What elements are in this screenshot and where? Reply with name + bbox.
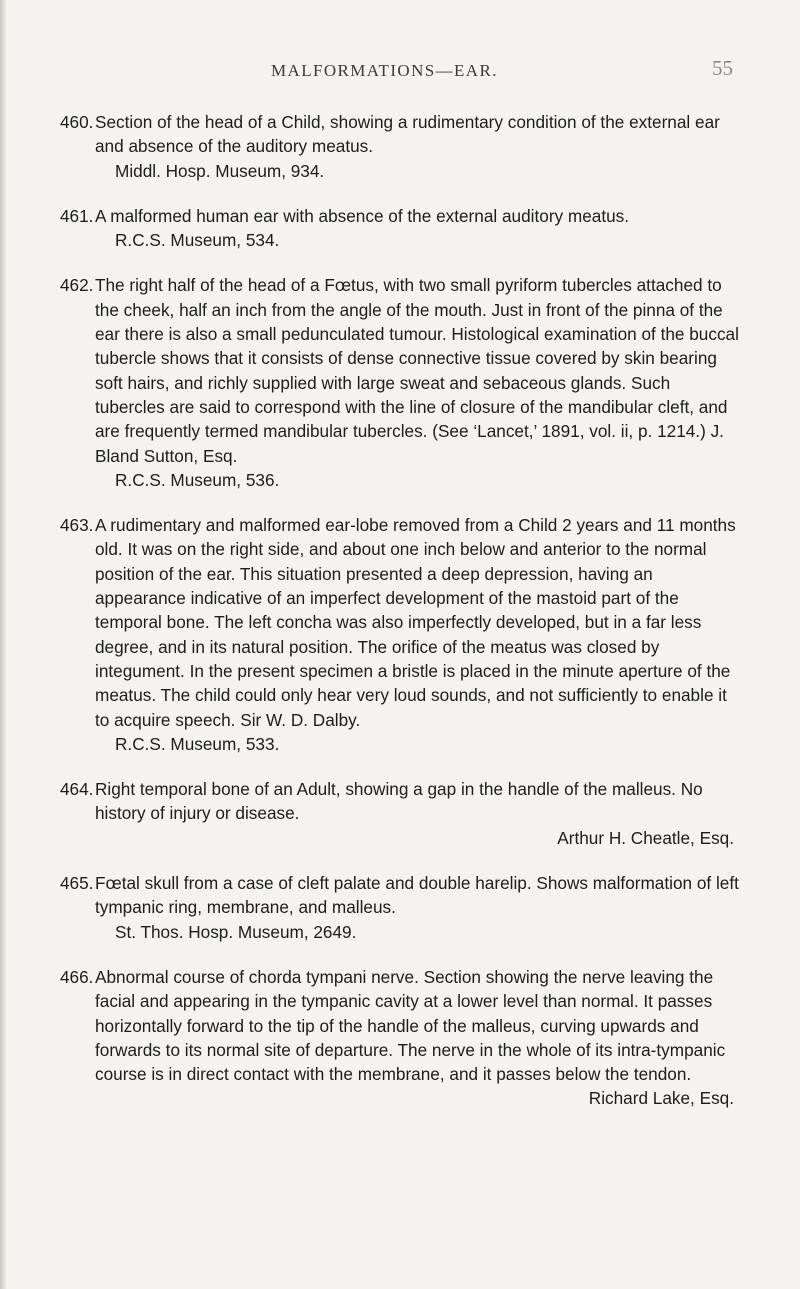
entry-description: Section of the head of a Child, showing a rudimentary condition of the external ear and absence of the auditory meatus. — [95, 112, 720, 157]
entry-number: 461. — [60, 205, 94, 226]
page-number: 55 — [712, 56, 733, 80]
catalogue-entries — [60, 110, 740, 1132]
entry-number: 460. — [60, 112, 94, 132]
running-title: MALFORMATIONS—EAR. — [271, 61, 498, 80]
catalogue-entry-461 — [60, 204, 740, 253]
entry-description: A rudimentary and malformed ear-lobe removed from a Child 2 years and 11 months old. It was on the right side, and about one inch below and anterior to the normal position of the ear. This situation presented a deep depression, having an appearance indicative of an imperfect development of the mastoid part of the temporal bone. The left concha was also imperfectly developed, but in a far less degree, and in its natural position. The orifice of the meatus was closed by integument. In the present specimen a bristle is placed in the minute aperture of the meatus. The child could only hear very loud sounds, and not sufficiently to enable it to acquire speech. Sir W. D. Dalby. — [95, 515, 736, 730]
entry-museum: R.C.S. Museum, 533. — [115, 733, 280, 754]
entry-number: 466. — [60, 966, 94, 987]
entry-description: The right half of the head of a Fœtus, with two small pyriform tubercles attached to the cheek, half an inch from the angle of the mouth. Just in front of the pinna of the ear there is also a small pedunculated tumour. Histological examination of the buccal tubercle shows that it consists of dense connective tissue covered by skin bearing soft hairs, and richly supplied with large sweat and sebaceous glands. Such tubercles are said to correspond with the line of closure of the mandibular cleft, and are frequently termed mandibular tubercles. (See ‘Lancet,’ 1891, vol. ii, p. 1214.) J. Bland Sutton, Esq. — [95, 275, 739, 466]
entry-description: Fœtal skull from a case of cleft palate and double harelip. Shows malformation of left tympanic ring, membrane, and malleus. — [95, 873, 739, 918]
entry-museum: R.C.S. Museum, 534. — [115, 230, 280, 251]
catalogue-entry-462 — [60, 273, 740, 492]
catalogue-entry-466 — [60, 965, 740, 1111]
entry-description: A malformed human ear with absence of the external auditory meatus. — [95, 205, 630, 226]
entry-description: Abnormal course of chorda tympani nerve. Section showing the nerve leaving the facial and appearing in the tympanic cavity at a lower level than normal. It passes horizontally forward to the tip of the handle of the malleus, curving upwards and forwards to its normal site of departure. The nerve in the whole of its intra-tympanic course is in direct contact with the membrane, and it passes below the tendon. — [95, 966, 726, 1085]
entry-number: 464. — [60, 779, 94, 800]
catalogue-entry-465 — [60, 871, 740, 944]
entry-credit: Richard Lake, Esq. — [588, 1088, 734, 1109]
entry-description: Right temporal bone of an Adult, showing a gap in the handle of the malleus. No history of injury or disease. — [95, 779, 703, 824]
entry-credit: Arthur H. Cheatle, Esq. — [557, 827, 734, 848]
entry-number: 463. — [60, 515, 94, 536]
page-edge-shadow — [0, 0, 7, 1289]
entry-museum: Middl. Hosp. Museum, 934. — [115, 160, 325, 181]
entry-number: 465. — [60, 873, 94, 894]
catalogue-entry-460 — [60, 110, 740, 183]
entry-number: 462. — [60, 275, 94, 296]
entry-museum: St. Thos. Hosp. Museum, 2649. — [115, 921, 357, 942]
entry-museum: R.C.S. Museum, 536. — [115, 469, 280, 490]
catalogue-entry-463 — [60, 513, 740, 756]
catalogue-entry-464 — [60, 777, 740, 850]
